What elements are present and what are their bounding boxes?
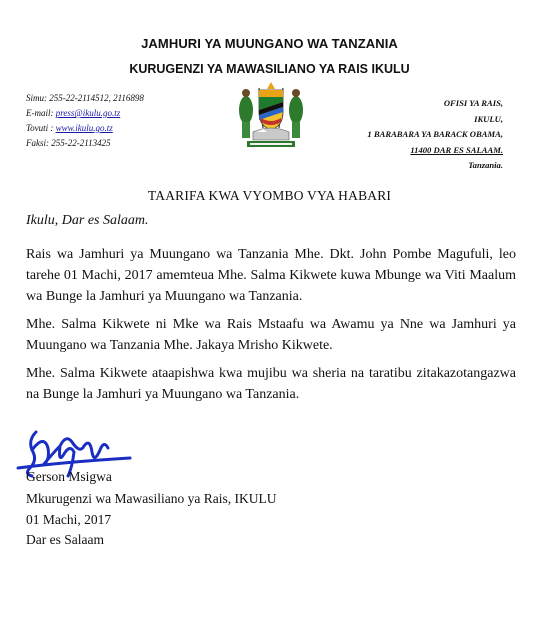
website-label: Tovuti : [26, 123, 56, 133]
address-line-1: OFISI YA RAIS, [443, 98, 503, 108]
email-line [26, 106, 144, 121]
paragraph-swearing-in: Mhe. Salma Kikwete ataapishwa kwa mujibu wa sheria na taratibu zitakazotangazwa na Bunge la Jamhuri ya Muungano wa Tanzania. [26, 366, 516, 402]
address-line-2: IKULU, [474, 113, 503, 124]
website-link[interactable]: www.ikulu.go.tz [55, 123, 113, 133]
signatory-title: Mkurugenzi wa Mawasiliano ya Rais, IKULU [26, 491, 277, 506]
email-link[interactable]: press@ikulu.go.tz [55, 108, 121, 118]
coat-of-arms-icon [233, 80, 309, 150]
dateline: Ikulu, Dar es Salaam. [26, 213, 149, 228]
contact-info-right [367, 96, 503, 174]
address-line-4: 11400 DAR ES SALAAM. [410, 144, 503, 155]
paragraph-background: Mhe. Salma Kikwete ni Mke wa Rais Mstaafu wa Awamu ya Nne wa Jamhuri ya Muungano wa Tanzania Mhe. Jakaya Mrisho Kikwete. [26, 317, 516, 353]
document-title: JAMHURI YA MUUNGANO WA TANZANIA [141, 36, 398, 51]
signature-place: Dar es Salaam [26, 532, 104, 547]
paragraph-appointment: Rais wa Jamhuri ya Muungano wa Tanzania Mhe. Dkt. John Pombe Magufuli, leo tarehe 01 Machi, 2017 amemteua Mhe. Salma Kikwete kuwa Mbunge wa Viti Maalum wa Bunge la Jamhuri ya Muungano wa Tanzania. [26, 247, 516, 304]
signatory-name: Gerson Msigwa [26, 469, 112, 484]
contact-info-left [26, 91, 144, 151]
fax-line: Faksi: 255-22-2113425 [26, 138, 111, 148]
address-line-3: 1 BARABARA YA BARACK OBAMA, [367, 129, 503, 139]
phone-line: Simu: 255-22-2114512, 2116898 [26, 93, 144, 103]
document-subtitle: KURUGENZI YA MAWASILIANO YA RAIS IKULU [129, 62, 410, 76]
signature-date: 01 Machi, 2017 [26, 512, 112, 527]
address-line-5: Tanzania. [468, 160, 503, 170]
website-line [26, 121, 144, 136]
press-release-heading: TAARIFA KWA VYOMBO VYA HABARI [147, 188, 392, 203]
email-label: E-mail: [26, 108, 56, 118]
